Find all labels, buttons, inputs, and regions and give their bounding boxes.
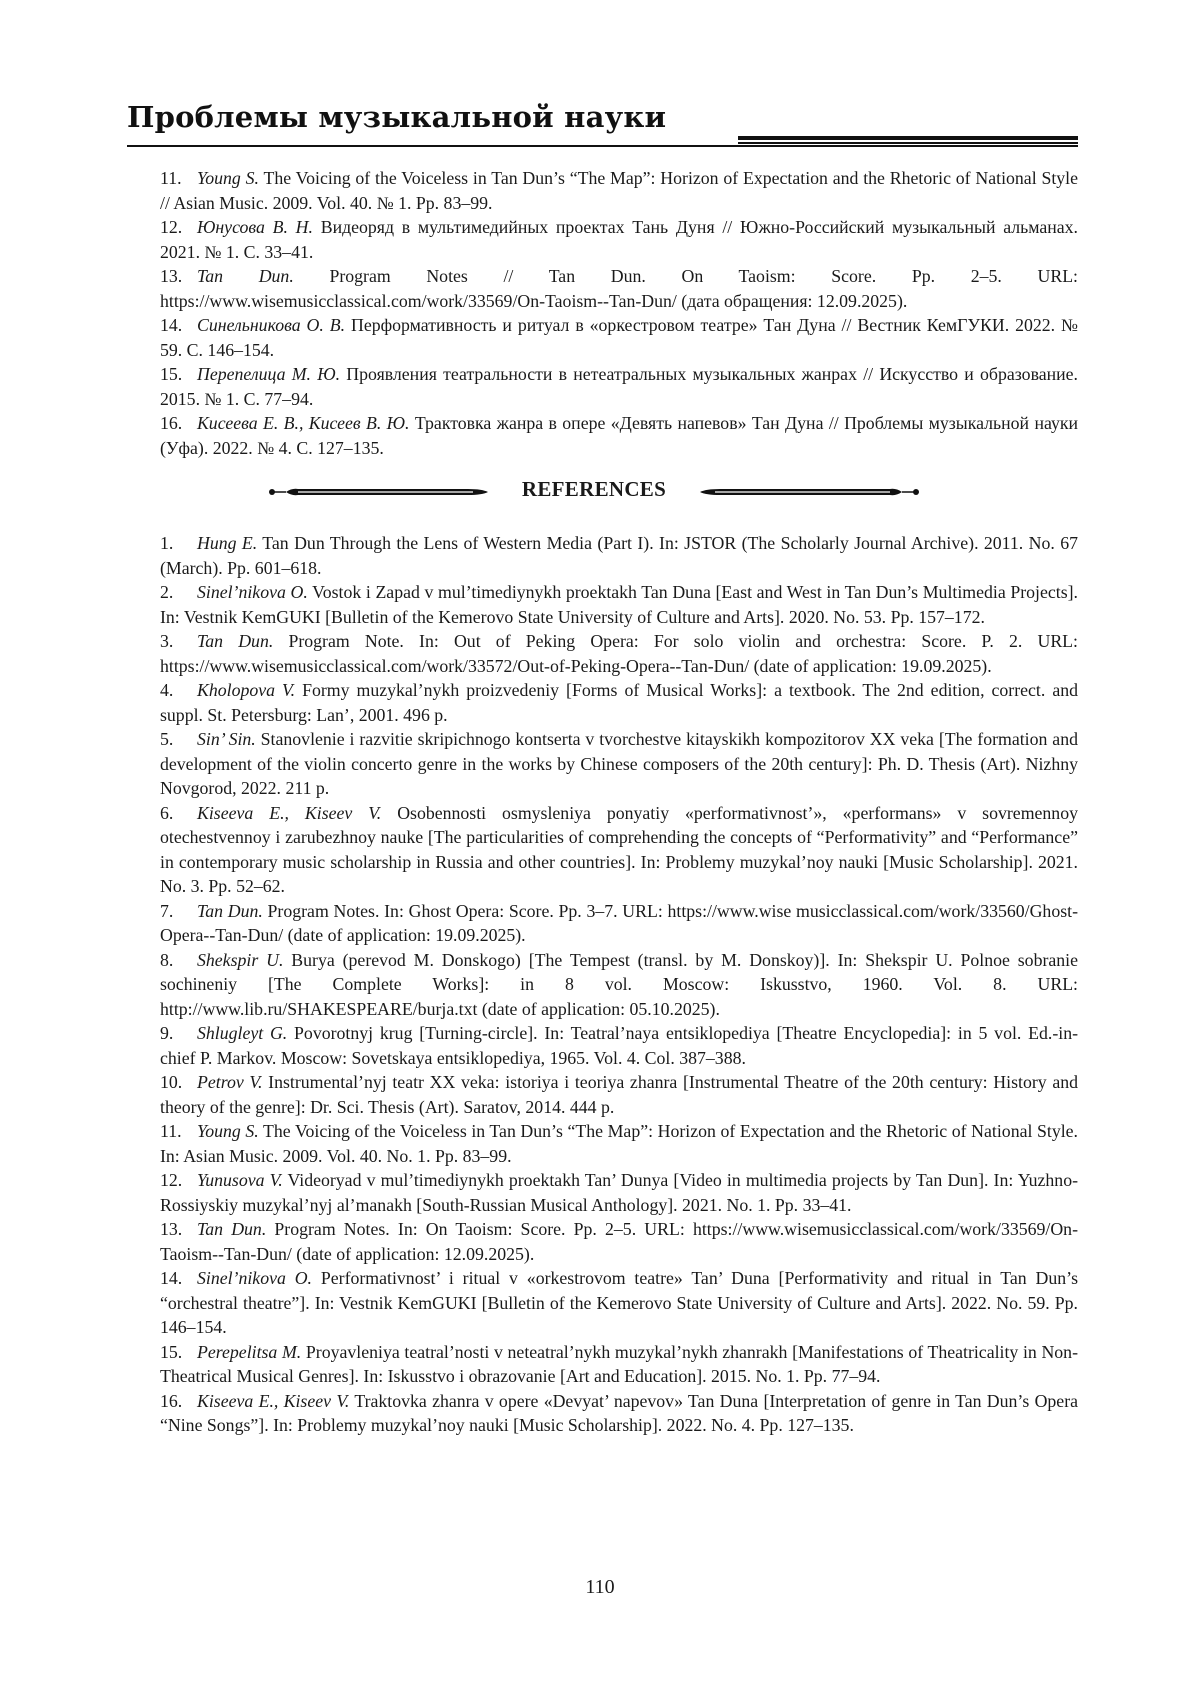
reference-item: [160, 1119, 1078, 1168]
reference-item: [160, 313, 1078, 362]
reference-author: Tan Dun.: [197, 900, 263, 921]
reference-author: Hung E.: [197, 533, 258, 553]
reference-number: 15.: [160, 364, 183, 384]
reference-author: Синельникова О. В.: [197, 315, 346, 335]
reference-author: Tan Dun.: [197, 631, 274, 651]
header-rule: [127, 145, 1078, 147]
reference-text: Tan Dun Through the Lens of Western Media (Part I). In: JSTOR (The Scholarly Journal Archive). 2011. No. 67 (March). Pp. 601–618.: [160, 533, 1078, 578]
reference-author: Kiseeva E., Kiseev V.: [197, 802, 382, 823]
reference-text: Performativnost’ i ritual v «orkestrovom teatre» Tan’ Duna [Performativity and ritual in Tan Dun’s “orchestral theatre”]. In: Vestnik KemGUKI [Bulletin of the Kemerovo State University of Culture and Arts]. 2022. No. 59. Pp. 146–154.: [160, 1268, 1078, 1337]
reference-item: [160, 531, 1078, 580]
reference-item: [160, 948, 1078, 1022]
reference-item: [160, 1266, 1078, 1340]
reference-author: Kiseeva E., Kiseev V.: [197, 1390, 350, 1411]
reference-text: Proyavleniya teatral’nosti v neteatral’nykh muzykal’nykh zhanrakh [Manifestations of Theatricality in Non-Theatrical Musical Genres]. In: Iskusstvo i obrazovanie [Art and Education]. 2015. No. 1. Pp. 77–94.: [160, 1341, 1078, 1386]
reference-number: 9.: [160, 1023, 174, 1043]
journal-title: Проблемы музыкальной науки: [127, 100, 667, 134]
reference-number: 5.: [160, 729, 174, 749]
reference-number: 3.: [160, 631, 174, 651]
reference-text: Burya (perevod M. Donskogo) [The Tempest (transl. by M. Donskoy)]. In: Shekspir U. Polnoe sobranie sochineniy [The Complete Works]: in 8 vol. Moscow: Iskusstvo, 1960. Vol. 8. URL: http://www.lib.ru/SHAKESPEARE/burja.txt (date of application: 05.10.2025).: [160, 949, 1078, 1019]
reference-author: Kholopova V.: [197, 680, 296, 700]
header-bar-thick: [738, 136, 1078, 140]
reference-text: Stanovlenie i razvitie skripichnogo kontserta v tvorchestve kitayskikh kompozitorov XX veka [The formation and development of the violin concerto genre in the works by Chinese composers of the 20th century]: Ph. D. Thesis (Art). Nizhny Novgorod, 2022. 211 p.: [160, 729, 1078, 798]
reference-item: [160, 678, 1078, 727]
reference-number: 14.: [160, 1268, 183, 1288]
reference-number: 8.: [160, 949, 174, 970]
reference-item: [160, 362, 1078, 411]
reference-text: Проявления театральности в нетеатральных музыкальных жанрах // Искусство и образование. 2015. № 1. С. 77–94.: [160, 364, 1078, 409]
reference-text: The Voicing of the Voiceless in Tan Dun’s “The Map”: Horizon of Expectation and the Rhetoric of National Style // Asian Music. 2009. Vol. 40. № 1. Pp. 83–99.: [160, 168, 1078, 213]
reference-number: 11.: [160, 168, 182, 188]
reference-author: Shekspir U.: [197, 949, 284, 970]
reference-author: Yunusova V.: [197, 1170, 283, 1190]
reference-text: Povorotnyj krug [Turning-circle]. In: Teatral’naya entsiklopediya [Theatre Encyclopedia]: in 5 vol. Ed.-in-chief P. Markov. Moscow: Sovetskaya entsiklopediya, 1965. Vol. 4. Col. 387–388.: [160, 1023, 1079, 1068]
reference-number: 4.: [160, 680, 174, 700]
reference-author: Sinel’nikova O.: [197, 1268, 313, 1288]
reference-text: Videoryad v mul’timediynykh proektakh Tan’ Dunya [Video in multimedia projects by Tan Dun]. In: Yuzhno-Rossiyskiy muzykal’nyj al’manakh [South-Russian Musical Anthology]. 2021. No. 1. Pp. 33–41.: [160, 1170, 1079, 1215]
right-ornament-icon: [698, 486, 920, 498]
reference-author: Shlugleyt G.: [197, 1023, 288, 1043]
reference-item: [160, 264, 1078, 313]
reference-item: [160, 629, 1078, 678]
reference-text: Видеоряд в мультимедийных проектах Тань Дуня // Южно-Российский музыкальный альманах. 2021. № 1. С. 33–41.: [160, 217, 1078, 262]
reference-item: [160, 1340, 1078, 1389]
reference-text: Program Note. In: Out of Peking Opera: For solo violin and orchestra: Score. P. 2. URL: https://www.wisemusicclassical.com/work/33572/Out-of-Peking-Opera--Tan-Dun/ (date of application: 19.09.2025).: [160, 631, 1078, 676]
reference-author: Tan Dun.: [197, 1219, 267, 1239]
reference-number: 2.: [160, 582, 174, 602]
reference-item: [160, 215, 1078, 264]
reference-text: Formy muzykal’nykh proizvedeniy [Forms of Musical Works]: a textbook. The 2nd edition, correct. and suppl. St. Petersburg: Lan’, 2001. 496 p.: [160, 680, 1078, 725]
header-bar-thin: [738, 142, 1078, 144]
reference-text: Перформативность и ритуал в «оркестровом театре» Тан Дуна // Вестник КемГУКИ. 2022. № 59. С. 146–154.: [160, 315, 1078, 360]
reference-item: [160, 899, 1078, 948]
reference-item: [160, 1389, 1078, 1438]
reference-number: 11.: [160, 1121, 182, 1141]
reference-number: 1.: [160, 533, 174, 553]
reference-text: Program Notes. In: Ghost Opera: Score. Pp. 3–7. URL: https://www.wise musicclassical.com/work/33560/Ghost-Opera--Tan-Dun/ (date of application: 19.09.2025).: [160, 900, 1078, 945]
reference-number: 14.: [160, 315, 183, 335]
reference-number: 13.: [160, 1219, 183, 1239]
reference-text: Osobennosti osmysleniya ponyatiy «performativnost’», «performans» v sovremennoy otechestvennoy i zarubezhnoy nauke [The particularities of comprehending the concepts of “Performativity” and “Performance” in contemporary music scholarship in Russia and other countries]. In: Problemy muzykal’noy nauki [Music Scholarship]. 2021. No. 3. Pp. 52–62.: [160, 802, 1078, 896]
reference-author: Sin’ Sin.: [197, 729, 256, 749]
reference-number: 6.: [160, 802, 174, 823]
reference-number: 16.: [160, 1390, 183, 1411]
references-heading: REFERENCES: [521, 477, 667, 501]
reference-text: Traktovka zhanra v opere «Devyat’ napevov» Tan Duna [Interpretation of genre in Tan Dun’s Opera “Nine Songs”]. In: Problemy muzykal’noy nauki [Music Scholarship]. 2022. No. 4. Pp. 127–135.: [160, 1390, 1079, 1435]
reference-number: 12.: [160, 1170, 183, 1190]
reference-number: 10.: [160, 1072, 183, 1092]
reference-author: Tan Dun.: [197, 266, 294, 286]
reference-author: Perepelitsa M.: [197, 1341, 302, 1362]
reference-item: [160, 411, 1078, 460]
reference-item: [160, 801, 1078, 899]
reference-author: Кисеева Е. В., Кисеев В. Ю.: [197, 413, 410, 433]
reference-author: Petrov V.: [197, 1072, 263, 1092]
russian-reference-list: [160, 166, 1078, 460]
reference-text: Program Notes. In: On Taoism: Score. Pp. 2–5. URL: https://www.wisemusicclassical.com/work/33569/On-Taoism--Tan-Dun/ (date of application: 12.09.2025).: [160, 1219, 1078, 1264]
reference-author: Young S.: [197, 1121, 259, 1141]
reference-item: [160, 1070, 1078, 1119]
reference-text: Vostok i Zapad v mul’timediynykh proektakh Tan Duna [East and West in Tan Dun’s Multimedia Projects]. In: Vestnik KemGUKI [Bulletin of the Kemerovo State University of Culture and Arts]. 2020. No. 53. Pp. 157–172.: [160, 582, 1079, 627]
reference-text: The Voicing of the Voiceless in Tan Dun’s “The Map”: Horizon of Expectation and the Rhetoric of National Style. In: Asian Music. 2009. Vol. 40. No. 1. Pp. 83–99.: [160, 1121, 1078, 1166]
reference-author: Sinel’nikova O.: [197, 582, 308, 602]
reference-item: [160, 580, 1078, 629]
page-number: 110: [585, 1576, 615, 1598]
reference-item: [160, 727, 1078, 801]
reference-item: [160, 1021, 1078, 1070]
reference-author: Перепелица М. Ю.: [197, 364, 341, 384]
reference-text: Instrumental’nyj teatr XX veka: istoriya i teoriya zhanra [Instrumental Theatre of the 20th century: History and theory of the genre]: Dr. Sci. Thesis (Art). Saratov, 2014. 444 p.: [160, 1072, 1079, 1117]
reference-number: 13.: [160, 266, 183, 286]
reference-text: Трактовка жанра в опере «Девять напевов» Тан Дуна // Проблемы музыкальной науки (Уфа). 2022. № 4. С. 127–135.: [160, 413, 1078, 458]
reference-number: 12.: [160, 217, 183, 237]
reference-number: 15.: [160, 1341, 183, 1362]
english-reference-list: [160, 531, 1078, 1438]
references-heading-block: [268, 477, 920, 505]
reference-number: 7.: [160, 900, 174, 921]
reference-item: [160, 1217, 1078, 1266]
reference-text: Program Notes // Tan Dun. On Taoism: Score. Pp. 2–5. URL: https://www.wisemusicclassical.com/work/33569/On-Taoism--Tan-Dun/ (дата обращения: 12.09.2025).: [160, 266, 1078, 311]
reference-author: Young S.: [197, 168, 259, 188]
reference-item: [160, 1168, 1078, 1217]
reference-number: 16.: [160, 413, 183, 433]
reference-item: [160, 166, 1078, 215]
reference-author: Юнусова В. Н.: [197, 217, 313, 237]
